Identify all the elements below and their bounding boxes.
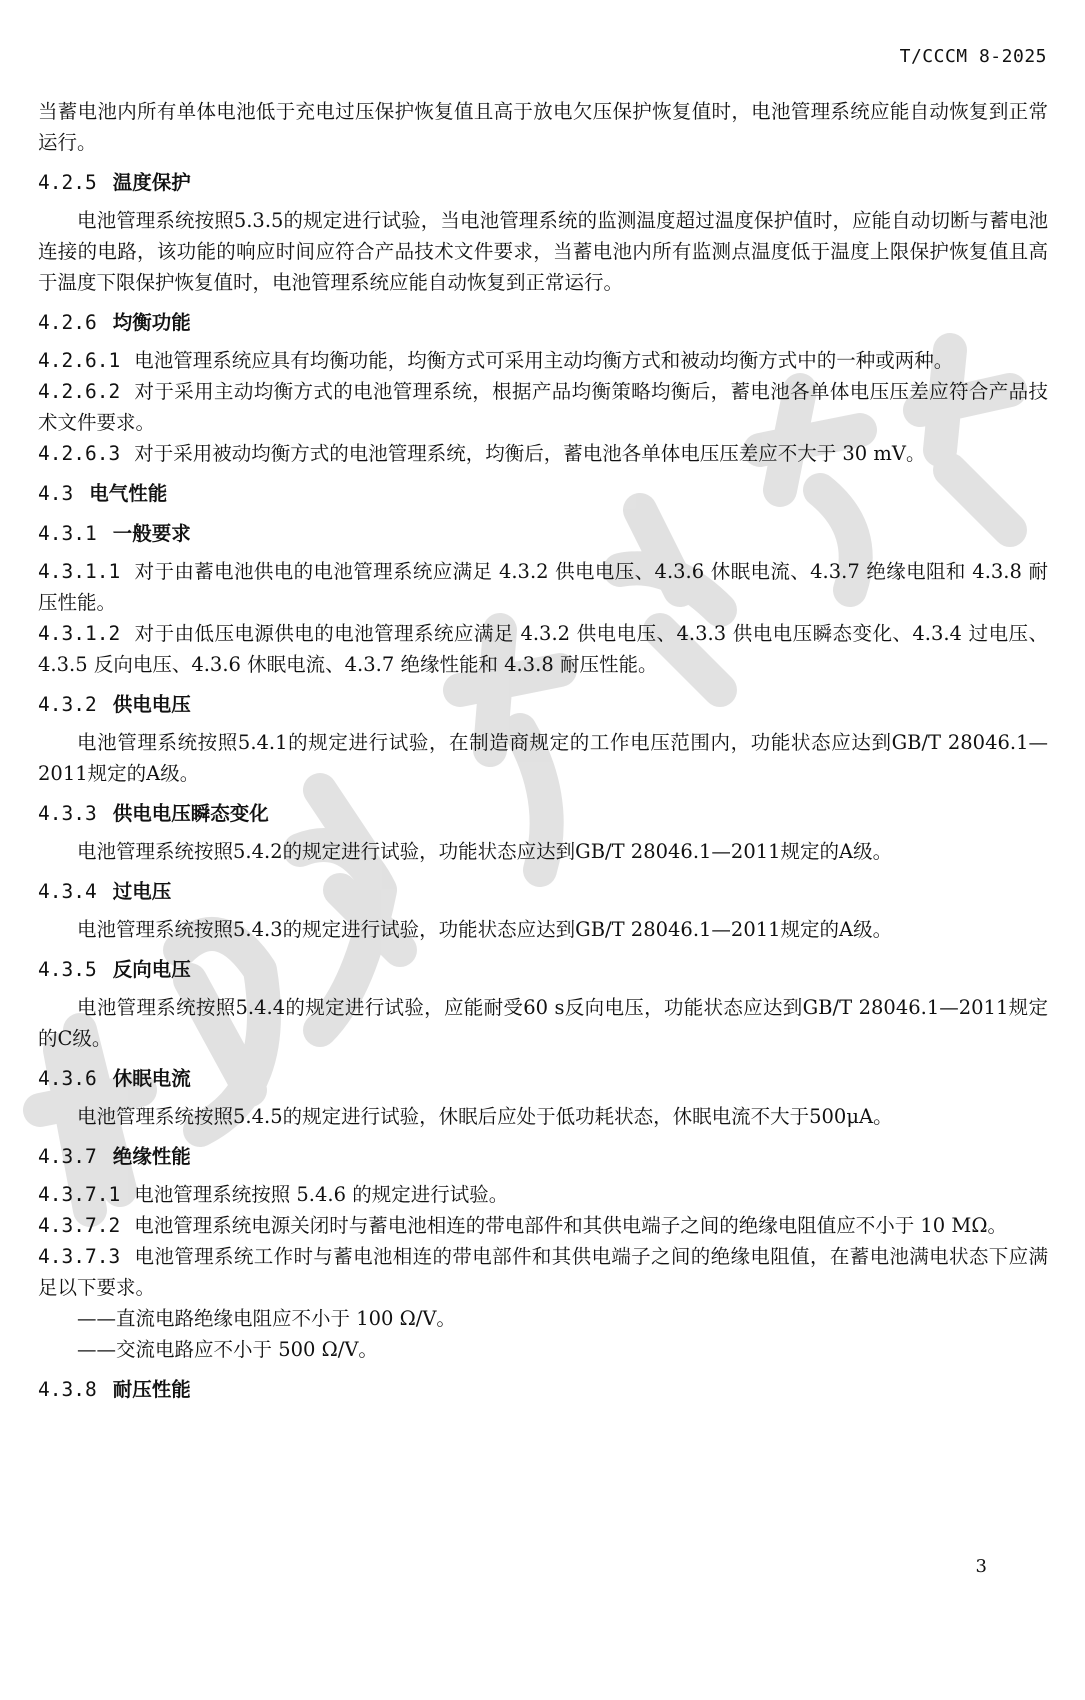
clause-text: 电池管理系统工作时与蓄电池相连的带电部件和其供电端子之间的绝缘电阻值，在蓄电池满电状态下应满足以下要求。 — [38, 1245, 1048, 1299]
section-number: 4.2.5 — [38, 171, 97, 194]
section-title: 供电电压 — [112, 693, 191, 716]
clause-text: 对于采用主动均衡方式的电池管理系统，根据产品均衡策略均衡后，蓄电池各单体电压压差应符合产品技术文件要求。 — [38, 380, 1048, 434]
numbered-clause — [38, 438, 1048, 469]
body-paragraph: 电池管理系统按照5.4.2的规定进行试验，功能状态应达到GB/T 28046.1—2011规定的A级。 — [77, 840, 893, 863]
clause-text: 电池管理系统电源关闭时与蓄电池相连的带电部件和其供电端子之间的绝缘电阻值应不小于 10 MΩ。 — [134, 1214, 1008, 1237]
body-paragraph: 电池管理系统按照5.4.3的规定进行试验，功能状态应达到GB/T 28046.1—2011规定的A级。 — [77, 918, 893, 941]
numbered-clause — [38, 376, 1048, 438]
section-number: 4.3.2 — [38, 693, 97, 716]
section-title: 过电压 — [112, 880, 172, 903]
clause-number: 4.3.7.2 — [38, 1214, 121, 1237]
list-item: ——交流电路应不小于 500 Ω/V。 — [77, 1338, 378, 1361]
clause-number: 4.2.6.3 — [38, 442, 121, 465]
clause-number: 4.2.6.1 — [38, 349, 121, 372]
section-title: 休眠电流 — [112, 1067, 191, 1090]
clause-number: 4.3.7.3 — [38, 1245, 121, 1268]
clause-text: 电池管理系统按照 5.4.6 的规定进行试验。 — [134, 1183, 509, 1206]
section-heading — [38, 954, 1048, 985]
section-title: 供电电压瞬态变化 — [112, 802, 269, 825]
section-number: 4.3.3 — [38, 802, 97, 825]
section-title: 反向电压 — [112, 958, 191, 981]
clause-text: 对于由低压电源供电的电池管理系统应满足 4.3.2 供电电压、4.3.3 供电电压瞬态变化、4.3.4 过电压、4.3.5 反向电压、4.3.6 休眠电流、4.3.7 绝缘性能和 4.3.8 耐压性能。 — [38, 622, 1048, 676]
section-number: 4.3.6 — [38, 1067, 97, 1090]
body-paragraph: 当蓄电池内所有单体电池低于充电过压保护恢复值且高于放电欠压保护恢复值时，电池管理系统应能自动恢复到正常运行。 — [38, 100, 1048, 154]
section-title: 一般要求 — [112, 522, 191, 545]
numbered-clause — [38, 556, 1048, 618]
list-item: ——直流电路绝缘电阻应不小于 100 Ω/V。 — [77, 1307, 456, 1330]
body-paragraph: 电池管理系统按照5.4.1的规定进行试验，在制造商规定的工作电压范围内，功能状态应达到GB/T 28046.1—2011规定的A级。 — [38, 731, 1048, 785]
clause-text: 对于由蓄电池供电的电池管理系统应满足 4.3.2 供电电压、4.3.6 休眠电流、4.3.7 绝缘电阻和 4.3.8 耐压性能。 — [38, 560, 1048, 614]
standard-code: T/CCCM 8-2025 — [899, 46, 1047, 67]
numbered-clause — [38, 1241, 1048, 1303]
body-paragraph: 电池管理系统按照5.4.4的规定进行试验，应能耐受60 s反向电压，功能状态应达到GB/T 28046.1—2011规定的C级。 — [38, 996, 1048, 1050]
numbered-clause — [38, 1210, 1048, 1241]
section-title: 均衡功能 — [112, 311, 191, 334]
body-paragraph: 电池管理系统按照5.4.5的规定进行试验，休眠后应处于低功耗状态，休眠电流不大于500μA。 — [77, 1105, 893, 1128]
section-heading — [38, 478, 1048, 509]
section-number: 4.3.7 — [38, 1145, 97, 1168]
section-heading — [38, 876, 1048, 907]
clause-number: 4.2.6.2 — [38, 380, 121, 403]
clause-number: 4.3.1.2 — [38, 622, 121, 645]
section-number: 4.2.6 — [38, 311, 97, 334]
section-heading — [38, 307, 1048, 338]
section-number: 4.3.1 — [38, 522, 97, 545]
body-paragraph: 电池管理系统按照5.3.5的规定进行试验，当电池管理系统的监测温度超过温度保护值时，应能自动切断与蓄电池连接的电路，该功能的响应时间应符合产品技术文件要求，当蓄电池内所有监测点温度低于温度上限保护恢复值且高于温度下限保护恢复值时，电池管理系统应能自动恢复到正常运行。 — [38, 209, 1048, 294]
document-body — [38, 96, 1048, 1412]
section-heading — [38, 689, 1048, 720]
clause-text: 电池管理系统应具有均衡功能，均衡方式可采用主动均衡方式和被动均衡方式中的一种或两种。 — [134, 349, 954, 372]
clause-number: 4.3.1.1 — [38, 560, 121, 583]
section-heading — [38, 1141, 1048, 1172]
section-heading — [38, 518, 1048, 549]
clause-text: 对于采用被动均衡方式的电池管理系统，均衡后，蓄电池各单体电压压差应不大于 30 mV。 — [134, 442, 926, 465]
section-heading — [38, 798, 1048, 829]
numbered-clause — [38, 345, 1048, 376]
section-number: 4.3.8 — [38, 1378, 97, 1401]
section-title: 温度保护 — [112, 171, 191, 194]
numbered-clause — [38, 618, 1048, 680]
section-heading — [38, 167, 1048, 198]
page-number: 3 — [975, 1556, 987, 1577]
section-title: 电气性能 — [89, 482, 168, 505]
section-number: 4.3.5 — [38, 958, 97, 981]
section-number: 4.3 — [38, 482, 74, 505]
section-number: 4.3.4 — [38, 880, 97, 903]
section-heading — [38, 1063, 1048, 1094]
clause-number: 4.3.7.1 — [38, 1183, 121, 1206]
section-title: 绝缘性能 — [112, 1145, 191, 1168]
section-title: 耐压性能 — [112, 1378, 191, 1401]
section-heading — [38, 1374, 1048, 1405]
numbered-clause — [38, 1179, 1048, 1210]
